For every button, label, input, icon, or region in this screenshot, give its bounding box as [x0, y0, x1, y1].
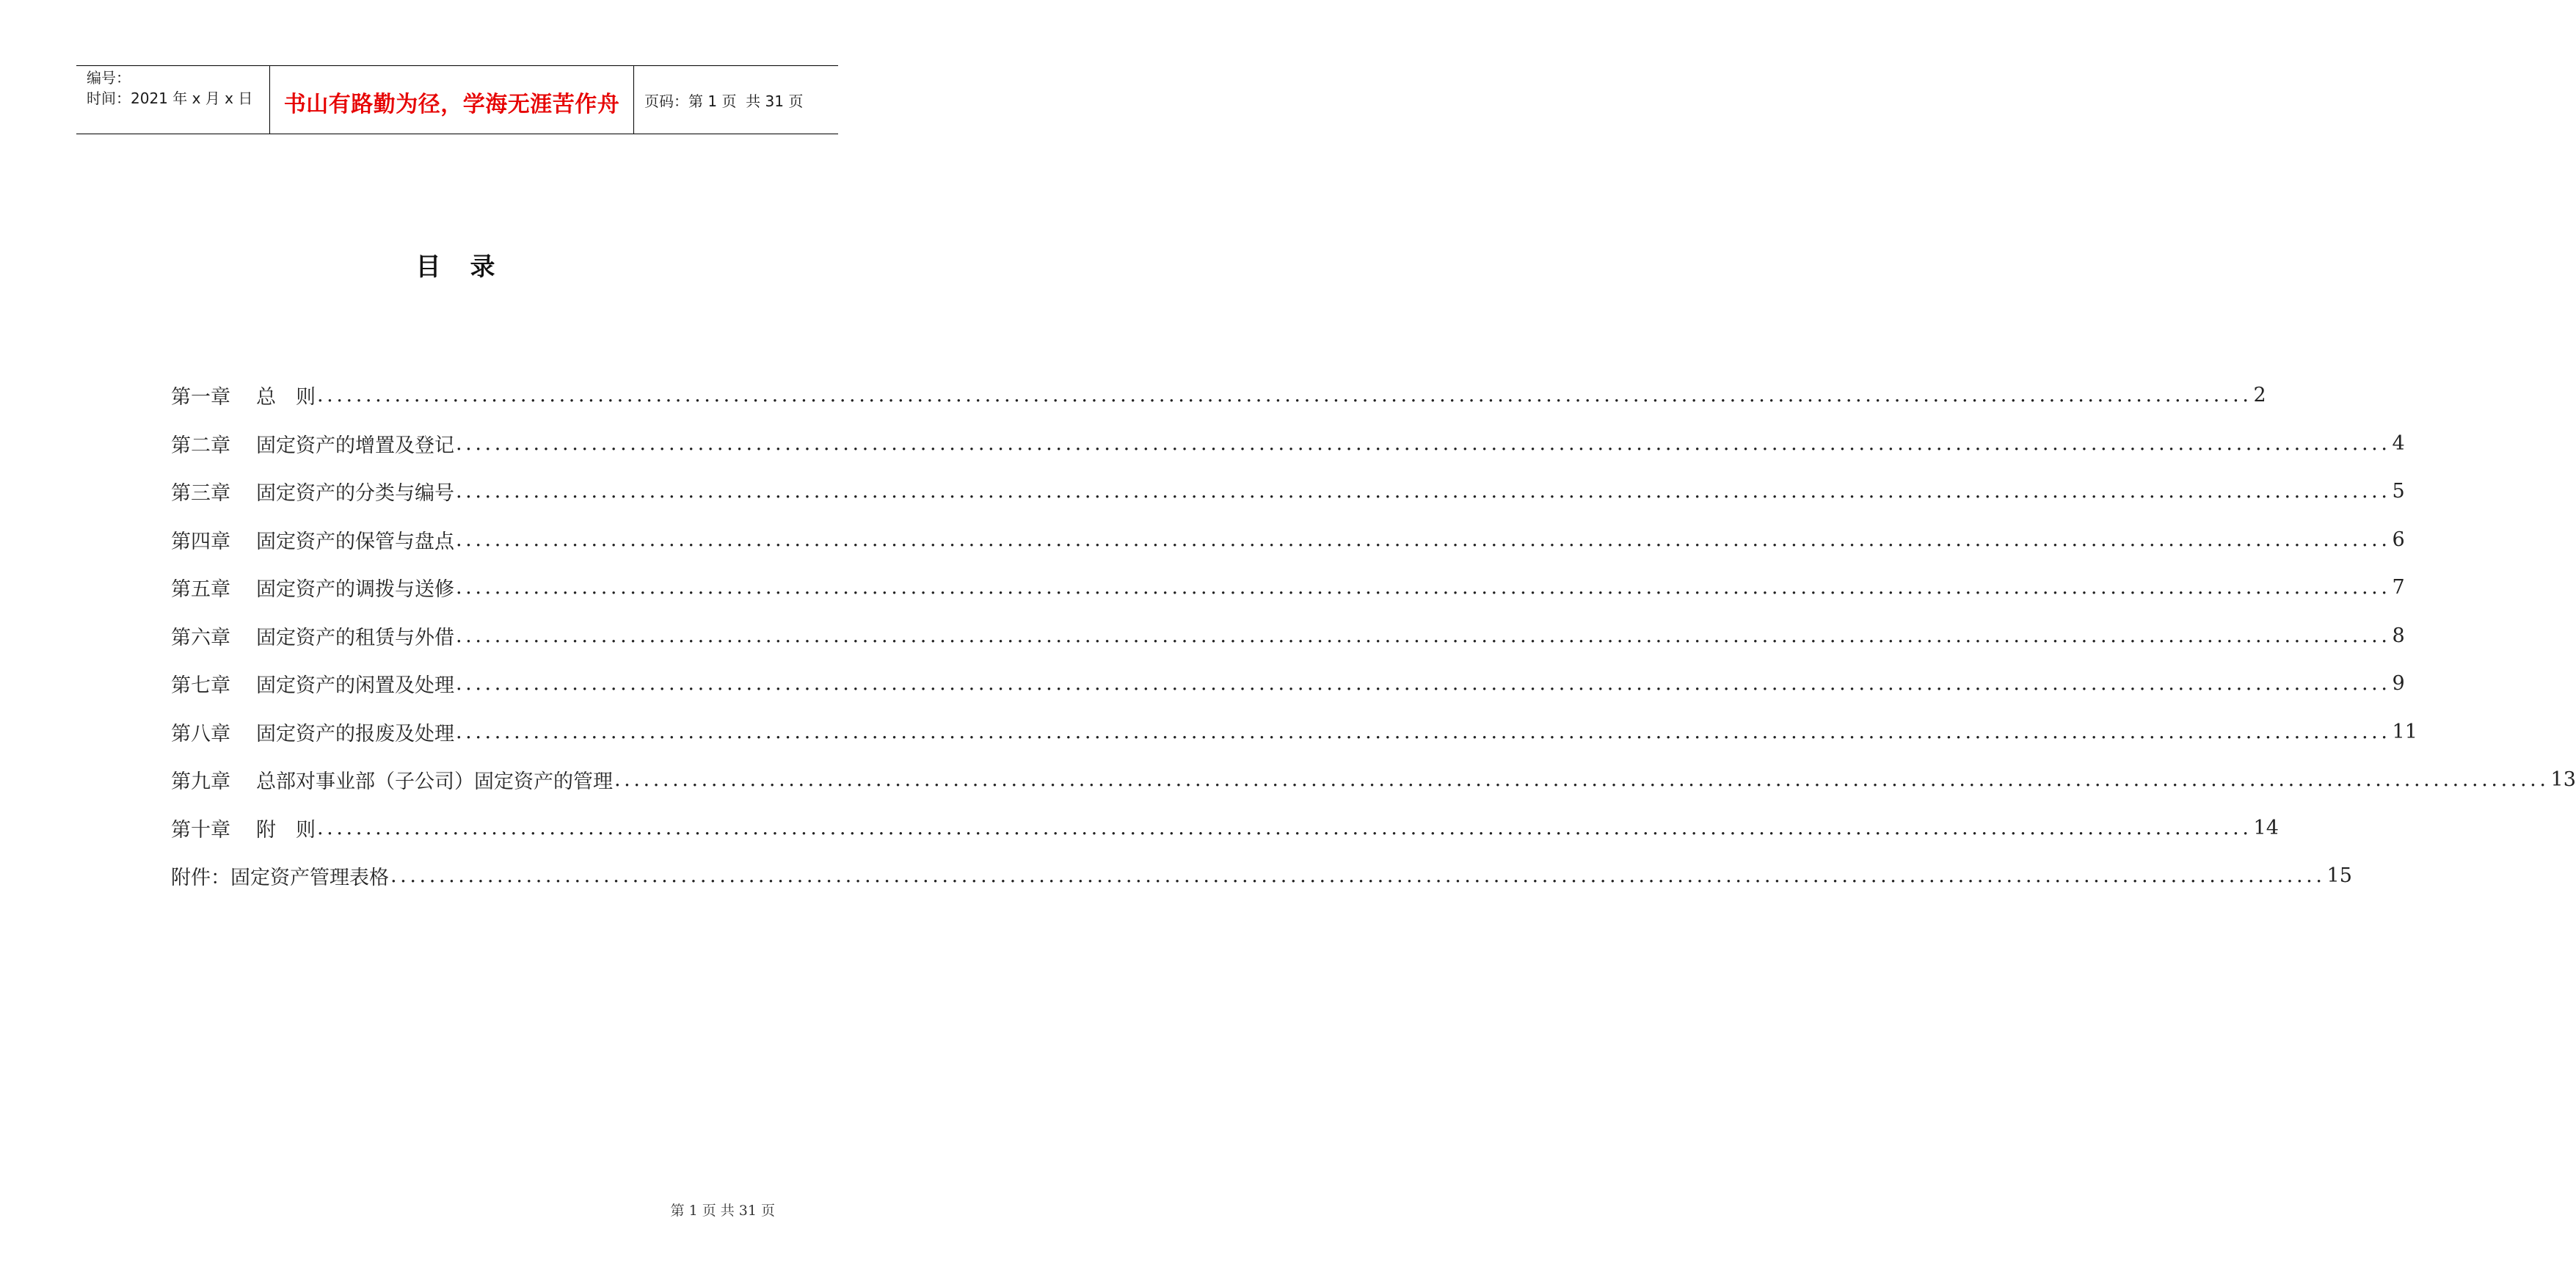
toc-dot-leader: ........................................................................................................................................................................................................	[456, 624, 2391, 647]
toc-chapter-number: 第九章	[171, 770, 230, 794]
toc-chapter-number: 第二章	[171, 434, 230, 457]
toc-dot-leader: ........................................................................................................................................................................................................	[456, 720, 2391, 743]
toc-page-number: 6	[2392, 528, 2405, 551]
toc-chapter-title: 固定资产的分类与编号	[256, 482, 454, 506]
toc-entry[interactable]	[171, 660, 2405, 708]
toc-dot-leader: ........................................................................................................................................................................................................	[456, 672, 2391, 696]
toc-page-number: 11	[2392, 720, 2417, 743]
toc-dot-leader: ........................................................................................................................................................................................................	[614, 768, 2550, 792]
page-footer: 第 1 页 共 31 页	[670, 1203, 775, 1219]
toc-chapter-title: 固定资产的增置及登记	[256, 434, 454, 457]
table-of-contents	[171, 371, 2576, 900]
toc-entry[interactable]	[171, 708, 2417, 756]
toc-page-number: 7	[2392, 576, 2405, 599]
toc-entry[interactable]	[171, 804, 2279, 853]
toc-chapter-number: 第三章	[171, 482, 230, 506]
header-page-info: 页码：第 1 页 共 31 页	[644, 92, 804, 110]
toc-chapter-title: 固定资产的租赁与外借	[256, 626, 454, 649]
toc-chapter-number: 第四章	[171, 530, 230, 553]
toc-chapter-title: 总 则	[256, 386, 316, 409]
toc-chapter-title: 总部对事业部（子公司）固定资产的管理	[256, 770, 613, 794]
toc-page-number: 4	[2392, 431, 2405, 455]
toc-page-number: 15	[2326, 864, 2352, 888]
toc-chapter-number: 第六章	[171, 626, 230, 649]
toc-chapter-number: 第七章	[171, 674, 230, 698]
toc-chapter-number: 第一章	[171, 386, 230, 409]
toc-dot-leader: ........................................................................................................................................................................................................	[317, 384, 2252, 407]
toc-page-number: 8	[2392, 624, 2405, 647]
toc-dot-leader: ........................................................................................................................................................................................................	[456, 480, 2391, 503]
motto: 书山有路勤为径，学海无涯苦作舟	[283, 92, 620, 117]
toc-entry[interactable]	[171, 612, 2405, 660]
toc-chapter-title: 固定资产的调拨与送修	[256, 578, 454, 602]
header-meta	[76, 66, 270, 134]
toc-page-number: 5	[2392, 480, 2405, 503]
date-label: 时间：2021 年 x 月 x 日	[87, 90, 253, 107]
toc-entry[interactable]	[171, 564, 2405, 612]
toc-title: 目录	[415, 252, 525, 282]
toc-entry[interactable]	[171, 420, 2405, 468]
serial-number-label: 编号：	[87, 69, 131, 87]
toc-chapter-title: 固定资产的闲置及处理	[256, 674, 454, 698]
toc-entry[interactable]	[171, 516, 2405, 564]
header-motto-cell	[270, 66, 634, 134]
toc-chapter-number: 第五章	[171, 578, 230, 602]
toc-page-number: 9	[2392, 672, 2405, 696]
toc-dot-leader: ........................................................................................................................................................................................................	[456, 528, 2391, 551]
toc-entry[interactable]	[171, 852, 2352, 900]
toc-chapter-title: 固定资产的保管与盘点	[256, 530, 454, 553]
toc-chapter-number: 第十章	[171, 818, 230, 842]
toc-chapter-number: 第八章	[171, 722, 230, 745]
toc-dot-leader: ........................................................................................................................................................................................................	[390, 864, 2326, 888]
header-page-cell	[634, 66, 838, 134]
toc-dot-leader: ........................................................................................................................................................................................................	[317, 816, 2252, 839]
toc-chapter-title: 附 则	[256, 818, 316, 842]
toc-entry[interactable]	[171, 371, 2266, 420]
toc-dot-leader: ........................................................................................................................................................................................................	[456, 431, 2391, 455]
toc-entry[interactable]	[171, 467, 2405, 516]
toc-dot-leader: ........................................................................................................................................................................................................	[456, 576, 2391, 599]
toc-chapter-title: 固定资产的报废及处理	[256, 722, 454, 745]
page-header	[76, 65, 838, 134]
toc-page-number: 2	[2253, 384, 2266, 407]
toc-chapter-title: 附件：固定资产管理表格	[171, 867, 389, 890]
toc-entry[interactable]	[171, 756, 2576, 804]
toc-page-number: 14	[2253, 816, 2279, 839]
toc-page-number: 13	[2550, 768, 2576, 792]
